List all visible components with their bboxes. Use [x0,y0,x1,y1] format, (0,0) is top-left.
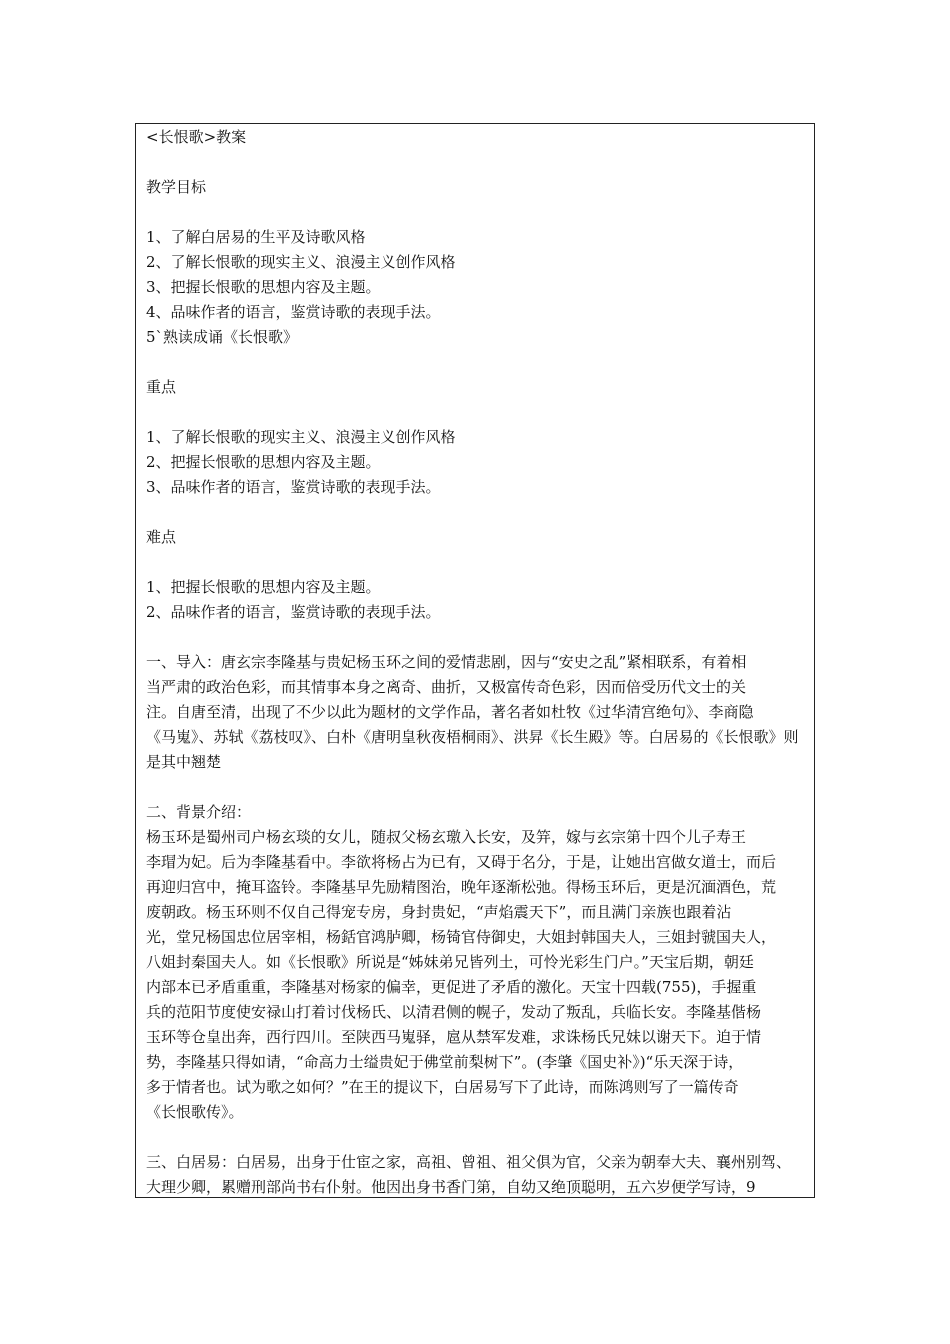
background-line: 废朝政。杨玉环则不仅自己得宠专房，身封贵妃，“声焰震天下”，而且满门亲族也跟着沾 [146,903,732,921]
intro-paragraph [146,650,808,775]
background-line: 光，堂兄杨国忠位居宰相，杨銛官鸿胪卿，杨锜官侍御史，大姐封韩国夫人，三姐封虢国夫人， [146,928,777,946]
background-line: 玉环等仓皇出奔，西行四川。至陕西马嵬驿，扈从禁军发难，求诛杨氏兄妹以谢天下。迫于情 [146,1028,762,1046]
objective-item: 3、把握长恨歌的思想内容及主题。 [146,278,381,296]
objective-item: 5`熟读成诵《长恨歌》 [146,328,299,346]
background-line: 势，李隆基只得如请，“命高力士缢贵妃于佛堂前梨树下”。(李肇《国史补》)“乐天深于诗， [146,1053,744,1071]
spacer [146,1125,808,1150]
lesson-plan-box [135,123,815,1198]
background-line: 《长恨歌传》。 [146,1103,244,1121]
spacer [146,775,808,800]
background-paragraph [146,825,808,1125]
spacer [146,500,808,525]
background-heading: 二、背景介绍： [146,803,252,821]
background-line: 再迎归宫中，掩耳盗铃。李隆基早先励精图治，晚年逐渐松弛。得杨玉环后，更是沉湎酒色，荒 [146,878,777,896]
intro-line: 是其中翘楚 [146,753,222,771]
spacer [146,200,808,225]
intro-line: 注。自唐至清，出现了不少以此为题材的文学作品，著名者如杜牧《过华清宫绝句》、李商隐 [146,703,754,721]
spacer [146,625,808,650]
spacer [146,350,808,375]
intro-line: 《马嵬》、苏轼《荔枝叹》、白朴《唐明皇秋夜梧桐雨》、洪昇《长生殿》等。白居易的《长恨歌》则 [146,728,799,746]
spacer [146,550,808,575]
spacer [146,400,808,425]
key-point-item: 3、品味作者的语言，鉴赏诗歌的表现手法。 [146,478,441,496]
author-line: 三、白居易：白居易，出身于仕宦之家，高祖、曾祖、祖父俱为官，父亲为朝奉大夫、襄州别驾、 [146,1153,792,1171]
author-line: 大理少卿，累赠刑部尚书右仆射。他因出身书香门第，自幼又绝顶聪明，五六岁便学写诗，9 [146,1178,756,1196]
difficulties-heading: 难点 [146,528,177,546]
spacer [146,150,808,175]
key-points-heading: 重点 [146,378,177,396]
key-point-item: 1、了解长恨歌的现实主义、浪漫主义创作风格 [146,428,456,446]
document-title: <长恨歌>教案 [146,128,247,146]
objective-item: 2、了解长恨歌的现实主义、浪漫主义创作风格 [146,253,456,271]
background-line: 李瑁为妃。后为李隆基看中。李欲将杨占为已有，又碍于名分，于是，让她出宫做女道士，而后 [146,853,777,871]
document-body [146,125,808,1198]
intro-line: 一、导入：唐玄宗李隆基与贵妃杨玉环之间的爱情悲剧，因与“安史之乱”紧相联系，有着相 [146,653,747,671]
difficulty-item: 1、把握长恨歌的思想内容及主题。 [146,578,381,596]
objectives-heading: 教学目标 [146,178,207,196]
background-line: 兵的范阳节度使安禄山打着讨伐杨氏、以清君侧的幌子，发动了叛乱，兵临长安。李隆基偕杨 [146,1003,762,1021]
background-line: 八姐封秦国夫人。如《长恨歌》所说是“姊妹弟兄皆列土，可怜光彩生门户。”天宝后期，朝廷 [146,953,754,971]
objective-item: 4、品味作者的语言，鉴赏诗歌的表现手法。 [146,303,441,321]
author-paragraph [146,1150,808,1198]
difficulty-item: 2、品味作者的语言，鉴赏诗歌的表现手法。 [146,603,441,621]
background-line: 杨玉环是蜀州司户杨玄琰的女儿，随叔父杨玄璬入长安，及笄，嫁与玄宗第十四个儿子寿王 [146,828,747,846]
key-point-item: 2、把握长恨歌的思想内容及主题。 [146,453,381,471]
intro-line: 当严肃的政治色彩，而其情事本身之离奇、曲折，又极富传奇色彩，因而倍受历代文士的关 [146,678,747,696]
objective-item: 1、了解白居易的生平及诗歌风格 [146,228,366,246]
background-line: 内部本已矛盾重重，李隆基对杨家的偏幸，更促进了矛盾的激化。天宝十四载(755)，手握重 [146,978,757,996]
background-line: 多于情者也。试为歌之如何？”在王的提议下，白居易写下了此诗，而陈鸿则写了一篇传奇 [146,1078,739,1096]
